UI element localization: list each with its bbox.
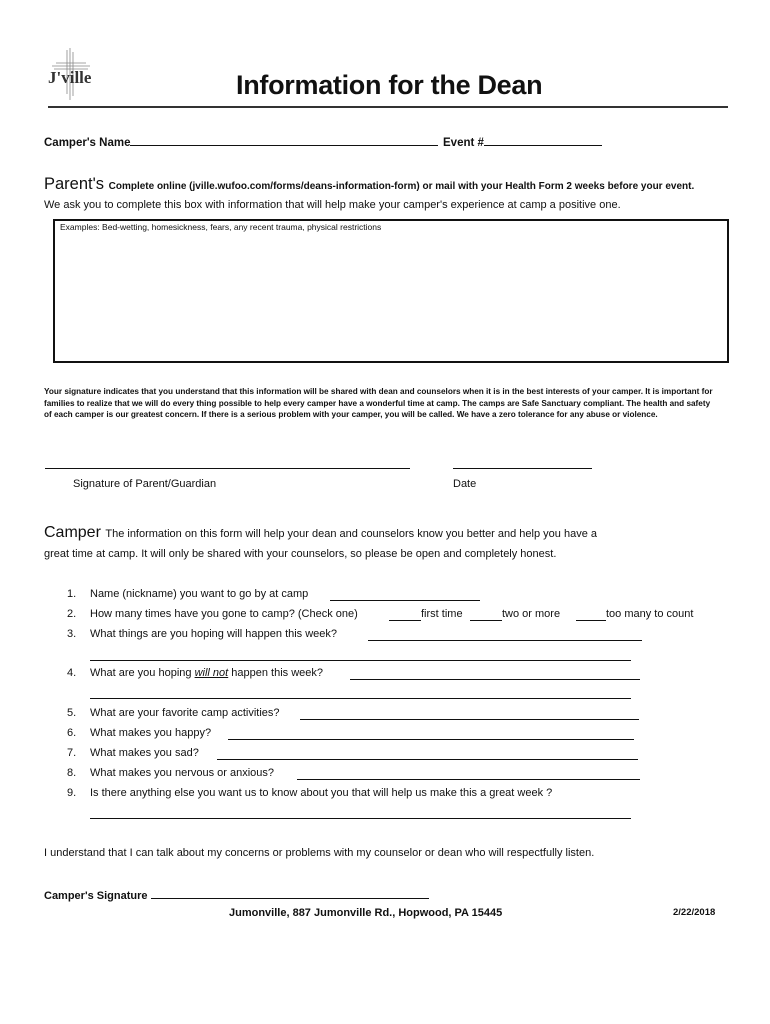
question-number: 7. [67, 747, 77, 759]
question-text: What things are you hoping will happen this week? [90, 628, 338, 640]
camper-intro-2: great time at camp. It will only be shared with your counselors, so please be open and completely honest. [44, 548, 557, 560]
form-revision-date: 2/22/2018 [673, 907, 716, 918]
question-text-emphasis: will not [194, 667, 229, 679]
parent-info-box[interactable] [53, 219, 729, 363]
question-number: 1. [67, 588, 77, 600]
question-number: 2. [67, 608, 77, 620]
answer-line-continued[interactable] [90, 660, 631, 661]
question-number: 8. [67, 767, 77, 779]
signature-notice: Your signature indicates that you understand that this information will be shared with dean and counselors when it is in the best interests of your camper. It is important for families to realize that we will do every thing possible to help every camper have a wonderful time at camp. The camps are Safe Sanctuary compliant. The health and safety of each camper is our greatest concern. If there is a serious problem with your camper, you will be called. We have a zero tolerance for any abuse or violence. [44, 387, 713, 420]
question-text: Name (nickname) you want to go by at camp [90, 588, 309, 600]
answer-line[interactable] [228, 739, 634, 740]
question-number: 6. [67, 727, 77, 739]
camper-intro-1: The information on this form will help your dean and counselors know you better and help you have a [105, 528, 597, 540]
answer-line[interactable] [217, 759, 638, 760]
event-label: Event # [443, 137, 484, 149]
check-too-many-line[interactable] [576, 620, 606, 621]
question-number: 3. [67, 628, 77, 640]
camper-heading: Camper [44, 524, 101, 541]
parent-info-box-hint: Examples: Bed-wetting, homesickness, fears, any recent trauma, physical restrictions [60, 222, 382, 232]
answer-line-continued[interactable] [90, 698, 631, 699]
parent-date-label: Date [453, 478, 477, 490]
question-number: 5. [67, 707, 77, 719]
event-number-field[interactable] [443, 133, 602, 149]
question-text: What makes you sad? [90, 747, 199, 759]
parents-section-heading [44, 175, 694, 194]
check-too-many-label: too many to count [606, 608, 694, 620]
event-number-line [484, 133, 602, 146]
parents-instruction: Complete online (jville.wufoo.com/forms/deans-information-form) or mail with your Health Form 2 weeks before your event. [108, 181, 695, 192]
question-text-b: happen this week? [228, 667, 323, 679]
camper-signature-field[interactable] [44, 886, 429, 902]
title-divider [48, 106, 728, 108]
parent-signature-label: Signature of Parent/Guardian [73, 478, 217, 490]
footer-address: Jumonville, 887 Jumonville Rd., Hopwood, PA 15445 [229, 907, 503, 919]
question-text: What are your favorite camp activities? [90, 707, 280, 719]
check-two-or-more-label: two or more [502, 608, 561, 620]
camper-name-field[interactable] [44, 133, 438, 149]
answer-line[interactable] [350, 679, 640, 680]
question-text [90, 667, 323, 679]
answer-line[interactable] [330, 600, 480, 601]
answer-line[interactable] [368, 640, 642, 641]
answer-line[interactable] [297, 779, 640, 780]
question-text-a: What are you hoping [90, 667, 195, 679]
question-number: 4. [67, 667, 77, 679]
check-two-or-more-line[interactable] [470, 620, 502, 621]
question-text: What makes you happy? [90, 727, 212, 739]
question-text: What makes you nervous or anxious? [90, 767, 275, 779]
check-first-time-line[interactable] [389, 620, 421, 621]
answer-line[interactable] [300, 719, 639, 720]
logo-text: J'ville [48, 68, 92, 87]
page-title: Information for the Dean [236, 70, 543, 100]
parents-ask: We ask you to complete this box with information that will help make your camper's experience at camp a positive one. [44, 199, 621, 211]
answer-line[interactable] [90, 818, 631, 819]
camper-section-heading [44, 524, 597, 542]
camper-name-line [130, 133, 438, 146]
question-text: Is there anything else you want us to know about you that will help us make this a great week ? [90, 787, 553, 799]
question-number: 9. [67, 787, 77, 799]
understanding-statement: I understand that I can talk about my concerns or problems with my counselor or dean who will respectfully listen. [44, 847, 595, 859]
parent-signature-line[interactable] [45, 468, 410, 469]
check-first-time-label: first time [421, 608, 463, 620]
camper-signature-label: Camper's Signature [44, 890, 148, 902]
question-text: How many times have you gone to camp? (Check one) [90, 608, 358, 620]
parent-date-line[interactable] [453, 468, 592, 469]
camper-signature-line [151, 886, 429, 899]
parents-heading: Parent's [44, 175, 105, 193]
camper-name-label: Camper's Name [44, 137, 131, 149]
